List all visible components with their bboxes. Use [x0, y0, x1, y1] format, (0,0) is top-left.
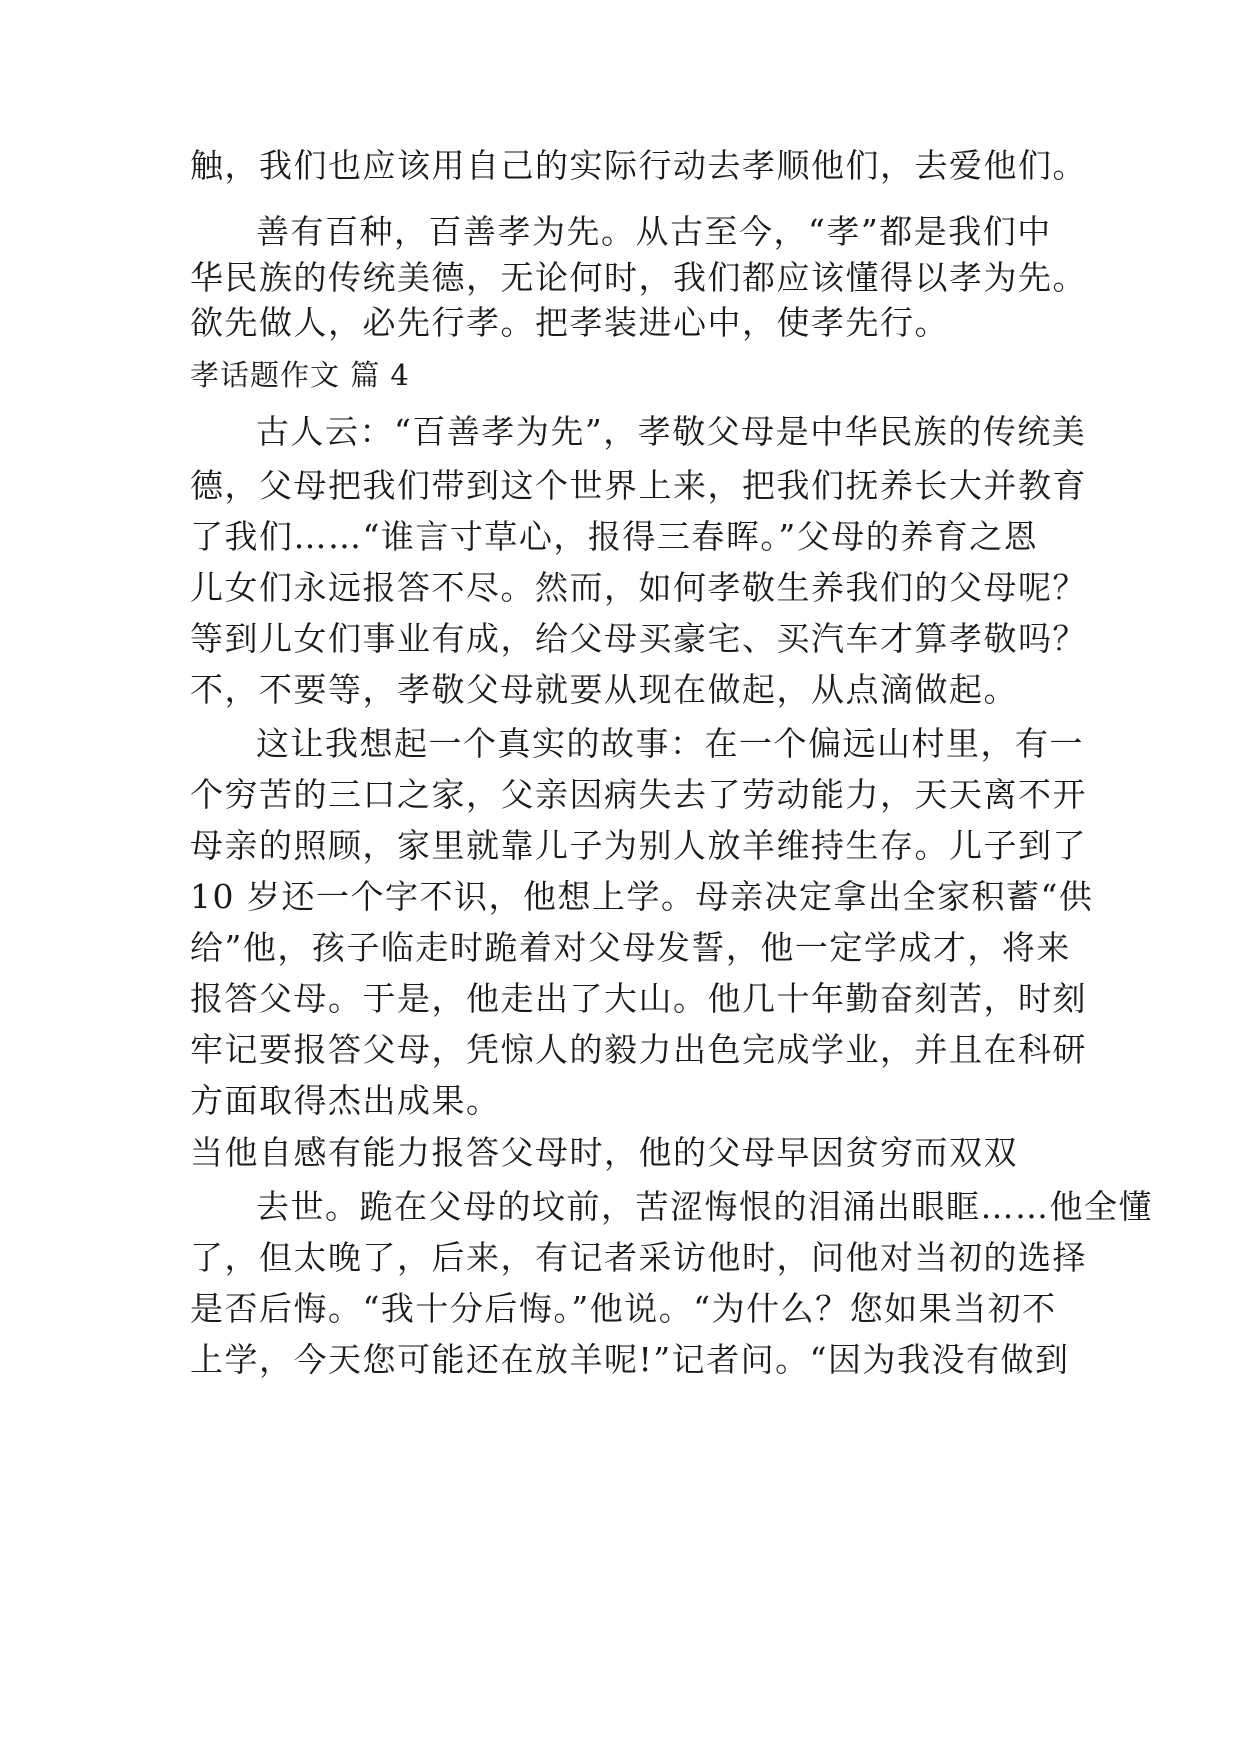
text-line: 了我们……“谁言寸草心，报得三春晖。”父母的养育之恩	[190, 517, 1039, 556]
text-line: 给”他，孩子临走时跪着对父母发誓，他一定学成才，将来	[190, 928, 1071, 967]
text-line: 了，但太晚了，后来，有记者采访他时，问他对当初的选择	[190, 1238, 1087, 1277]
text-line: 儿女们永远报答不尽。然而，如何孝敬生养我们的父母呢？	[190, 568, 1087, 607]
text-line: 欲先做人，必先行孝。把孝装进心中，使孝先行。	[190, 303, 949, 342]
text-line: 10 岁还一个字不识，他想上学。母亲决定拿出全家积蓄“供	[190, 877, 1094, 916]
text-line: 当他自感有能力报答父母时，他的父母早因贫穷而双双	[190, 1133, 1018, 1172]
paragraph-start-line: 去世。跪在父母的坟前，苦涩悔恨的泪涌出眼眶……他全懂	[256, 1187, 1153, 1226]
text-line: 牢记要报答父母，凭惊人的毅力出色完成学业，并且在科研	[190, 1030, 1087, 1069]
text-line: 触，我们也应该用自己的实际行动去孝顺他们，去爱他们。	[190, 146, 1087, 185]
text-line: 德，父母把我们带到这个世界上来，把我们抚养长大并教育	[190, 466, 1087, 505]
paragraph-start-line: 善有百种，百善孝为先。从古至今，“孝”都是我们中	[256, 212, 1052, 251]
paragraph-start-line: 这让我想起一个真实的故事：在一个偏远山村里，有一	[256, 724, 1084, 763]
text-line: 不，不要等，孝敬父母就要从现在做起，从点滴做起。	[190, 670, 1018, 709]
text-line: 个穷苦的三口之家，父亲因病失去了劳动能力，天天离不开	[190, 775, 1087, 814]
text-line: 等到儿女们事业有成，给父母买豪宅、买汽车才算孝敬吗？	[190, 619, 1087, 658]
text-line: 母亲的照顾，家里就靠儿子为别人放羊维持生存。儿子到了	[190, 826, 1087, 865]
text-line: 是否后悔。“我十分后悔。”他说。“为什么？您如果当初不	[190, 1289, 1057, 1328]
text-line: 华民族的传统美德，无论何时，我们都应该懂得以孝为先。	[190, 258, 1087, 297]
section-heading: 孝话题作文 篇 4	[190, 358, 410, 392]
paragraph-start-line: 古人云：“百善孝为先”，孝敬父母是中华民族的传统美	[256, 412, 1087, 451]
text-line: 方面取得杰出成果。	[190, 1081, 501, 1120]
text-line: 报答父母。于是，他走出了大山。他几十年勤奋刻苦，时刻	[190, 979, 1087, 1018]
text-line: 上学，今天您可能还在放羊呢!”记者问。“因为我没有做到	[190, 1340, 1070, 1379]
